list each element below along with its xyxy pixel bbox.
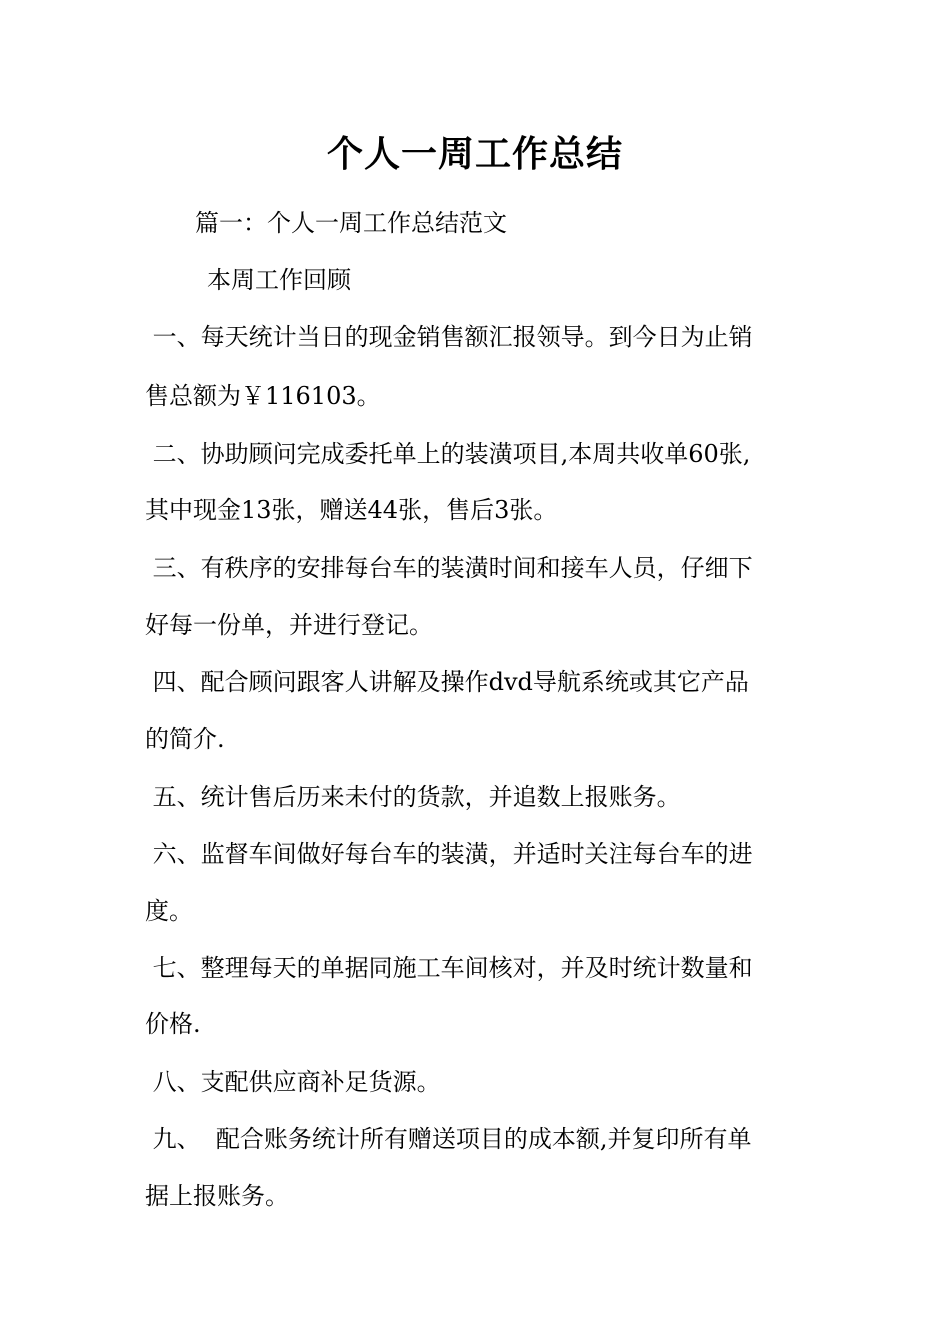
document-title: 个人一周工作总结: [326, 133, 623, 175]
body-line: 四、配合顾问跟客人讲解及操作dvd导航系统或其它产品: [145, 668, 749, 696]
body-line: 好每一份单，并进行登记。: [145, 611, 433, 639]
body-line: 的简介.: [145, 725, 225, 753]
body-line: 一、每天统计当日的现金销售额汇报领导。到今日为止销: [145, 323, 753, 351]
body-line: 七、整理每天的单据同施工车间核对，并及时统计数量和: [145, 954, 753, 982]
body-line: 价格.: [145, 1010, 201, 1038]
body-line: 八、支配供应商补足货源。: [145, 1068, 441, 1096]
body-line: 据上报账务。: [145, 1182, 289, 1210]
body-line: 六、监督车间做好每台车的装潢，并适时关注每台车的进: [145, 840, 753, 868]
body-line: 三、有秩序的安排每台车的装潢时间和接车人员，仔细下: [145, 554, 753, 582]
document-subtitle: 篇一：个人一周工作总结范文: [195, 209, 507, 237]
body-line: 二、协助顾问完成委托单上的装潢项目,本周共收单60张,: [145, 440, 751, 468]
body-line: 九、 配合账务统计所有赠送项目的成本额,并复印所有单: [145, 1125, 752, 1153]
body-line: 度。: [145, 897, 193, 925]
body-line: 五、统计售后历来未付的货款，并追数上报账务。: [145, 783, 681, 811]
section-heading: 本周工作回顾: [207, 266, 351, 294]
body-line: 其中现金13张，赠送44张，售后3张。: [145, 496, 558, 524]
body-line: 售总额为￥116103。: [145, 382, 381, 410]
